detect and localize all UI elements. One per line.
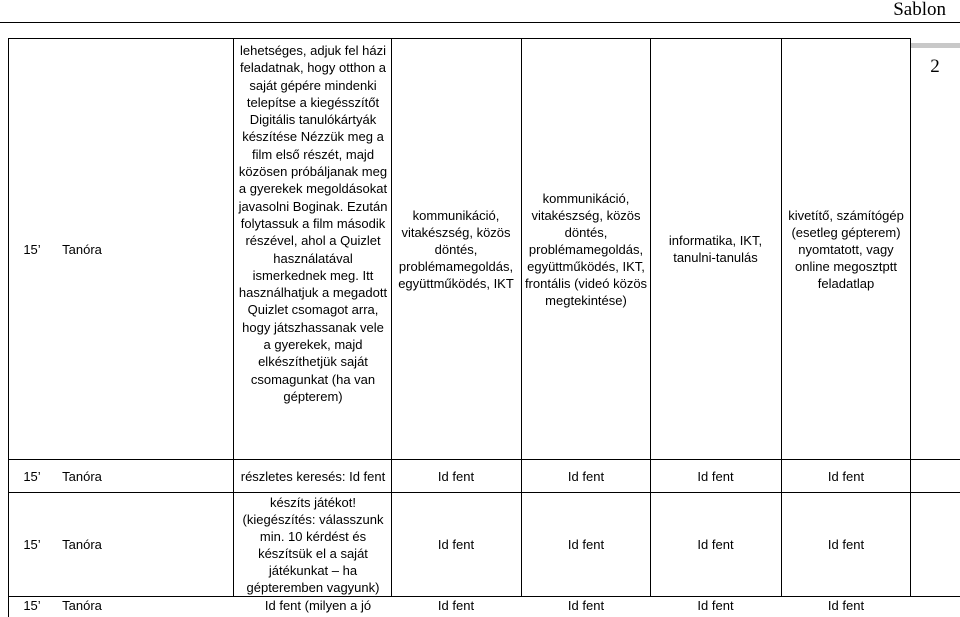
header-rule [0,22,960,23]
row-duration: 15’ [23,598,41,613]
page-number: 2 [930,56,940,77]
row-competencies: Id fent [437,537,475,552]
col-divider-5 [521,38,522,596]
row-subjects: Id fent [697,468,734,484]
row-description: készíts játékot! (kiegészítés: válasszunk min. 10 kérdést és készítsük el a saját játékunkat – ha gépteremben vagyunk) [242,494,384,595]
row-duration: 15’ [23,241,41,257]
row-duration: 15’ [23,468,41,484]
row-form: Tanóra [62,537,102,552]
row-form: Tanóra [62,468,102,484]
row-form: Tanóra [62,598,102,613]
col-divider-4 [391,38,392,596]
row-subjects: Id fent [697,537,734,552]
row-competencies: Id fent [437,598,475,613]
row-methods: Id fent [567,598,605,613]
row-description: Id fent (milyen a jó [264,598,372,613]
table-right-border [910,38,911,596]
row-description: részletes keresés: Id fent [240,468,386,484]
row-description: lehetséges, adjuk fel házi feladatnak, hogy otthon a saját gépére mindenki telepítse a kiegésszítőt Digitális tanulókártyák készítése Nézzük meg a film első részét, majd közösen próbáljanak meg a gyerekek megoldásokat javasolni Boginak. Ezután folytassuk a film második részével, ahol a Quizlet használatával ismerkednek meg. Itt használhatjuk a megadott Quizlet csomagot arra, hogy játszhassanak vele a gyerekek, majd elkészíthetjük saját csomagunkat (ha van gépterem) [238,43,388,404]
row-competencies: kommunikáció, vitakészség, közös döntés, problémamegoldás, együttműködés, IKT [398,207,514,291]
header-title: Sablon [893,0,946,20]
row-tools: Id fent [827,598,865,613]
row-tools: Id fent [827,468,865,484]
table-left-border [8,38,9,617]
col-divider-7 [781,38,782,596]
row-tools: Id fent [827,537,865,552]
col-divider-description [233,38,234,596]
row-competencies: Id fent [437,468,475,484]
row-methods: kommunikáció, vitakészség, közös döntés, problémamegoldás, együttműködés, IKT, frontális (videó közös megtekintése) [524,190,648,308]
row-form: Tanóra [62,241,102,257]
row-duration: 15’ [23,537,41,552]
row-methods: Id fent [567,468,605,484]
row-subjects: informatika, IKT, tanulni-tanulás [668,233,763,265]
row-subjects: Id fent [697,598,734,613]
col-divider-6 [650,38,651,596]
row-methods: Id fent [567,537,605,552]
row-tools: kivetítő, számítógép (esetleg gépterem) nyomtatott, vagy online megosztptt feladatlap [788,207,904,291]
